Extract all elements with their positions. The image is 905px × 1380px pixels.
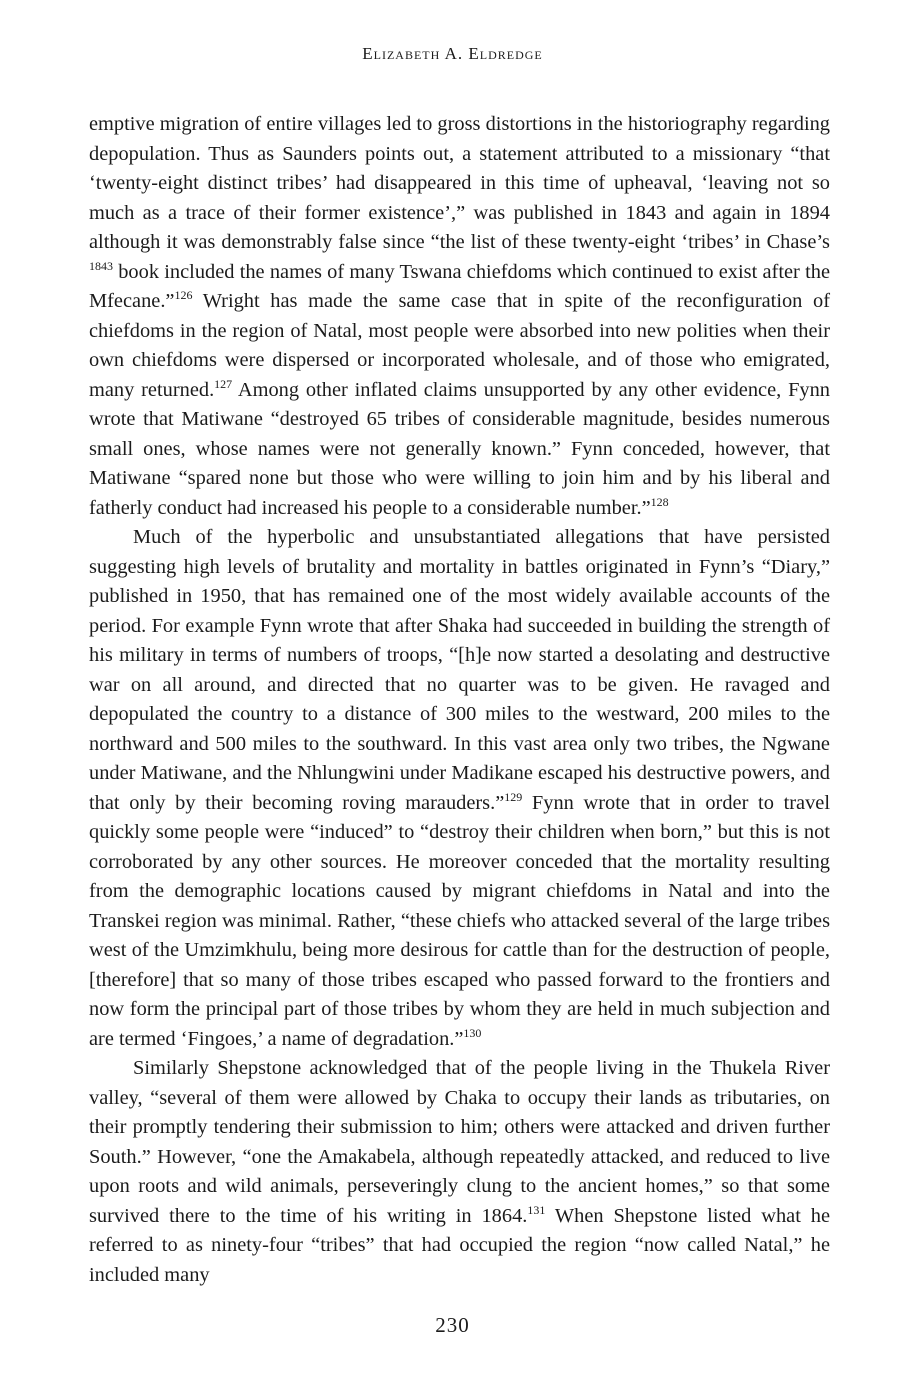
paragraph-text: Fynn wrote that in order to travel quickly some people were “induced” to “destroy their children when born,” but this is not corroborated by any other sources. He moreover conceded that the mortality resulting from the demographic locations caused by migrant chiefdoms in Natal and into the Transkei region was minimal. Rather, “these chiefs who attacked several of the large tribes west of the Umzimkhulu, being more desirous for cattle than for the destruction of people, [therefore] that so many of those tribes escaped who passed forward to the frontiers and now form the principal part of those tribes by whom they are held in much subjection and are termed ‘Fingoes,’ a name of degradation.” xyxy=(89,791,830,1050)
footnote-marker: 129 xyxy=(504,789,523,804)
footnote-marker: 127 xyxy=(214,376,233,391)
paragraph-text: When Shepstone listed what he referred to as ninety-four “tribes” that had occupied the region “now called Natal,” he included many xyxy=(89,1204,830,1286)
paragraph-text: Among other inflated claims unsupported by any other evidence, Fynn wrote that Matiwane “destroyed 65 tribes of considerable magnitude, besides numerous small ones, whose names were not generally known.” Fynn conceded, however, that Matiwane “spared none but those who were willing to join him and by his liberal and fatherly conduct had increased his people to a considerable number.” xyxy=(89,378,830,519)
footnote-marker: 128 xyxy=(650,494,669,509)
footnote-marker: 126 xyxy=(174,288,193,302)
paragraph-3 xyxy=(89,1054,830,1290)
paragraph-text: Much of the hyperbolic and unsubstantiated allegations that have persisted suggesting high levels of brutality and mortality in battles originated in Fynn’s “Diary,” published in 1950, that has remained one of the most widely available accounts of the period. For example Fynn wrote that after Shaka had succeeded in building the strength of his military in terms of numbers of troops, “[h]e now started a desolating and destructive war on all around, and directed that no quarter was to be given. He ravaged and depopulated the country to a distance of 300 miles to the westward, 200 miles to the northward and 500 miles to the southward. In this vast area only two tribes, the Ngwane under Matiwane, and the Nhlungwini under Madikane escaped his destructive powers, and that only by their becoming roving marauders.” xyxy=(89,526,830,814)
paragraph-text: Wright has made the same case that in spite of the reconfiguration of chiefdoms in the region of Natal, most people were absorbed into new polities when their own chiefdoms were dispersed or incorporated wholesale, and of those who emigrated, many returned. xyxy=(89,290,830,401)
footnote-marker: 130 xyxy=(463,1025,482,1040)
footnote-marker: 1843 xyxy=(89,258,113,273)
paragraph-text: book included the names of many Tswana chiefdoms which continued to exist after the Mfecane.” xyxy=(89,260,830,312)
running-head: Elizabeth A. Eldredge xyxy=(362,44,543,63)
body-text xyxy=(89,110,830,1290)
paragraph-1 xyxy=(89,110,830,523)
footnote-marker: 131 xyxy=(527,1202,546,1217)
paragraph-text: Similarly Shepstone acknowledged that of the people living in the Thukela River valley, “several of them were allowed by Chaka to occupy their lands as tributaries, on their promptly tendering their submission to him; others were attacked and driven further South.” However, “one the Amakabela, although repeatedly attacked, and reduced to live upon roots and wild animals, perseveringly clung to the ancient homes,” so that some survived there to the time of his writing in 1864. xyxy=(89,1057,830,1227)
paragraph-text: emptive migration of entire villages led to gross distortions in the historiography regarding depopulation. Thus as Saunders points out, a statement attributed to a missionary “that ‘twenty-eight distinct tribes’ had disappeared in this time of upheaval, ‘leaving not so much as a trace of their former existence’,” was published in 1843 and again in 1894 although it was demonstrably false since “the list of these twenty-eight ‘tribes’ in Chase’s xyxy=(89,113,830,253)
page-number: 230 xyxy=(435,1313,470,1337)
paragraph-2 xyxy=(89,523,830,1054)
